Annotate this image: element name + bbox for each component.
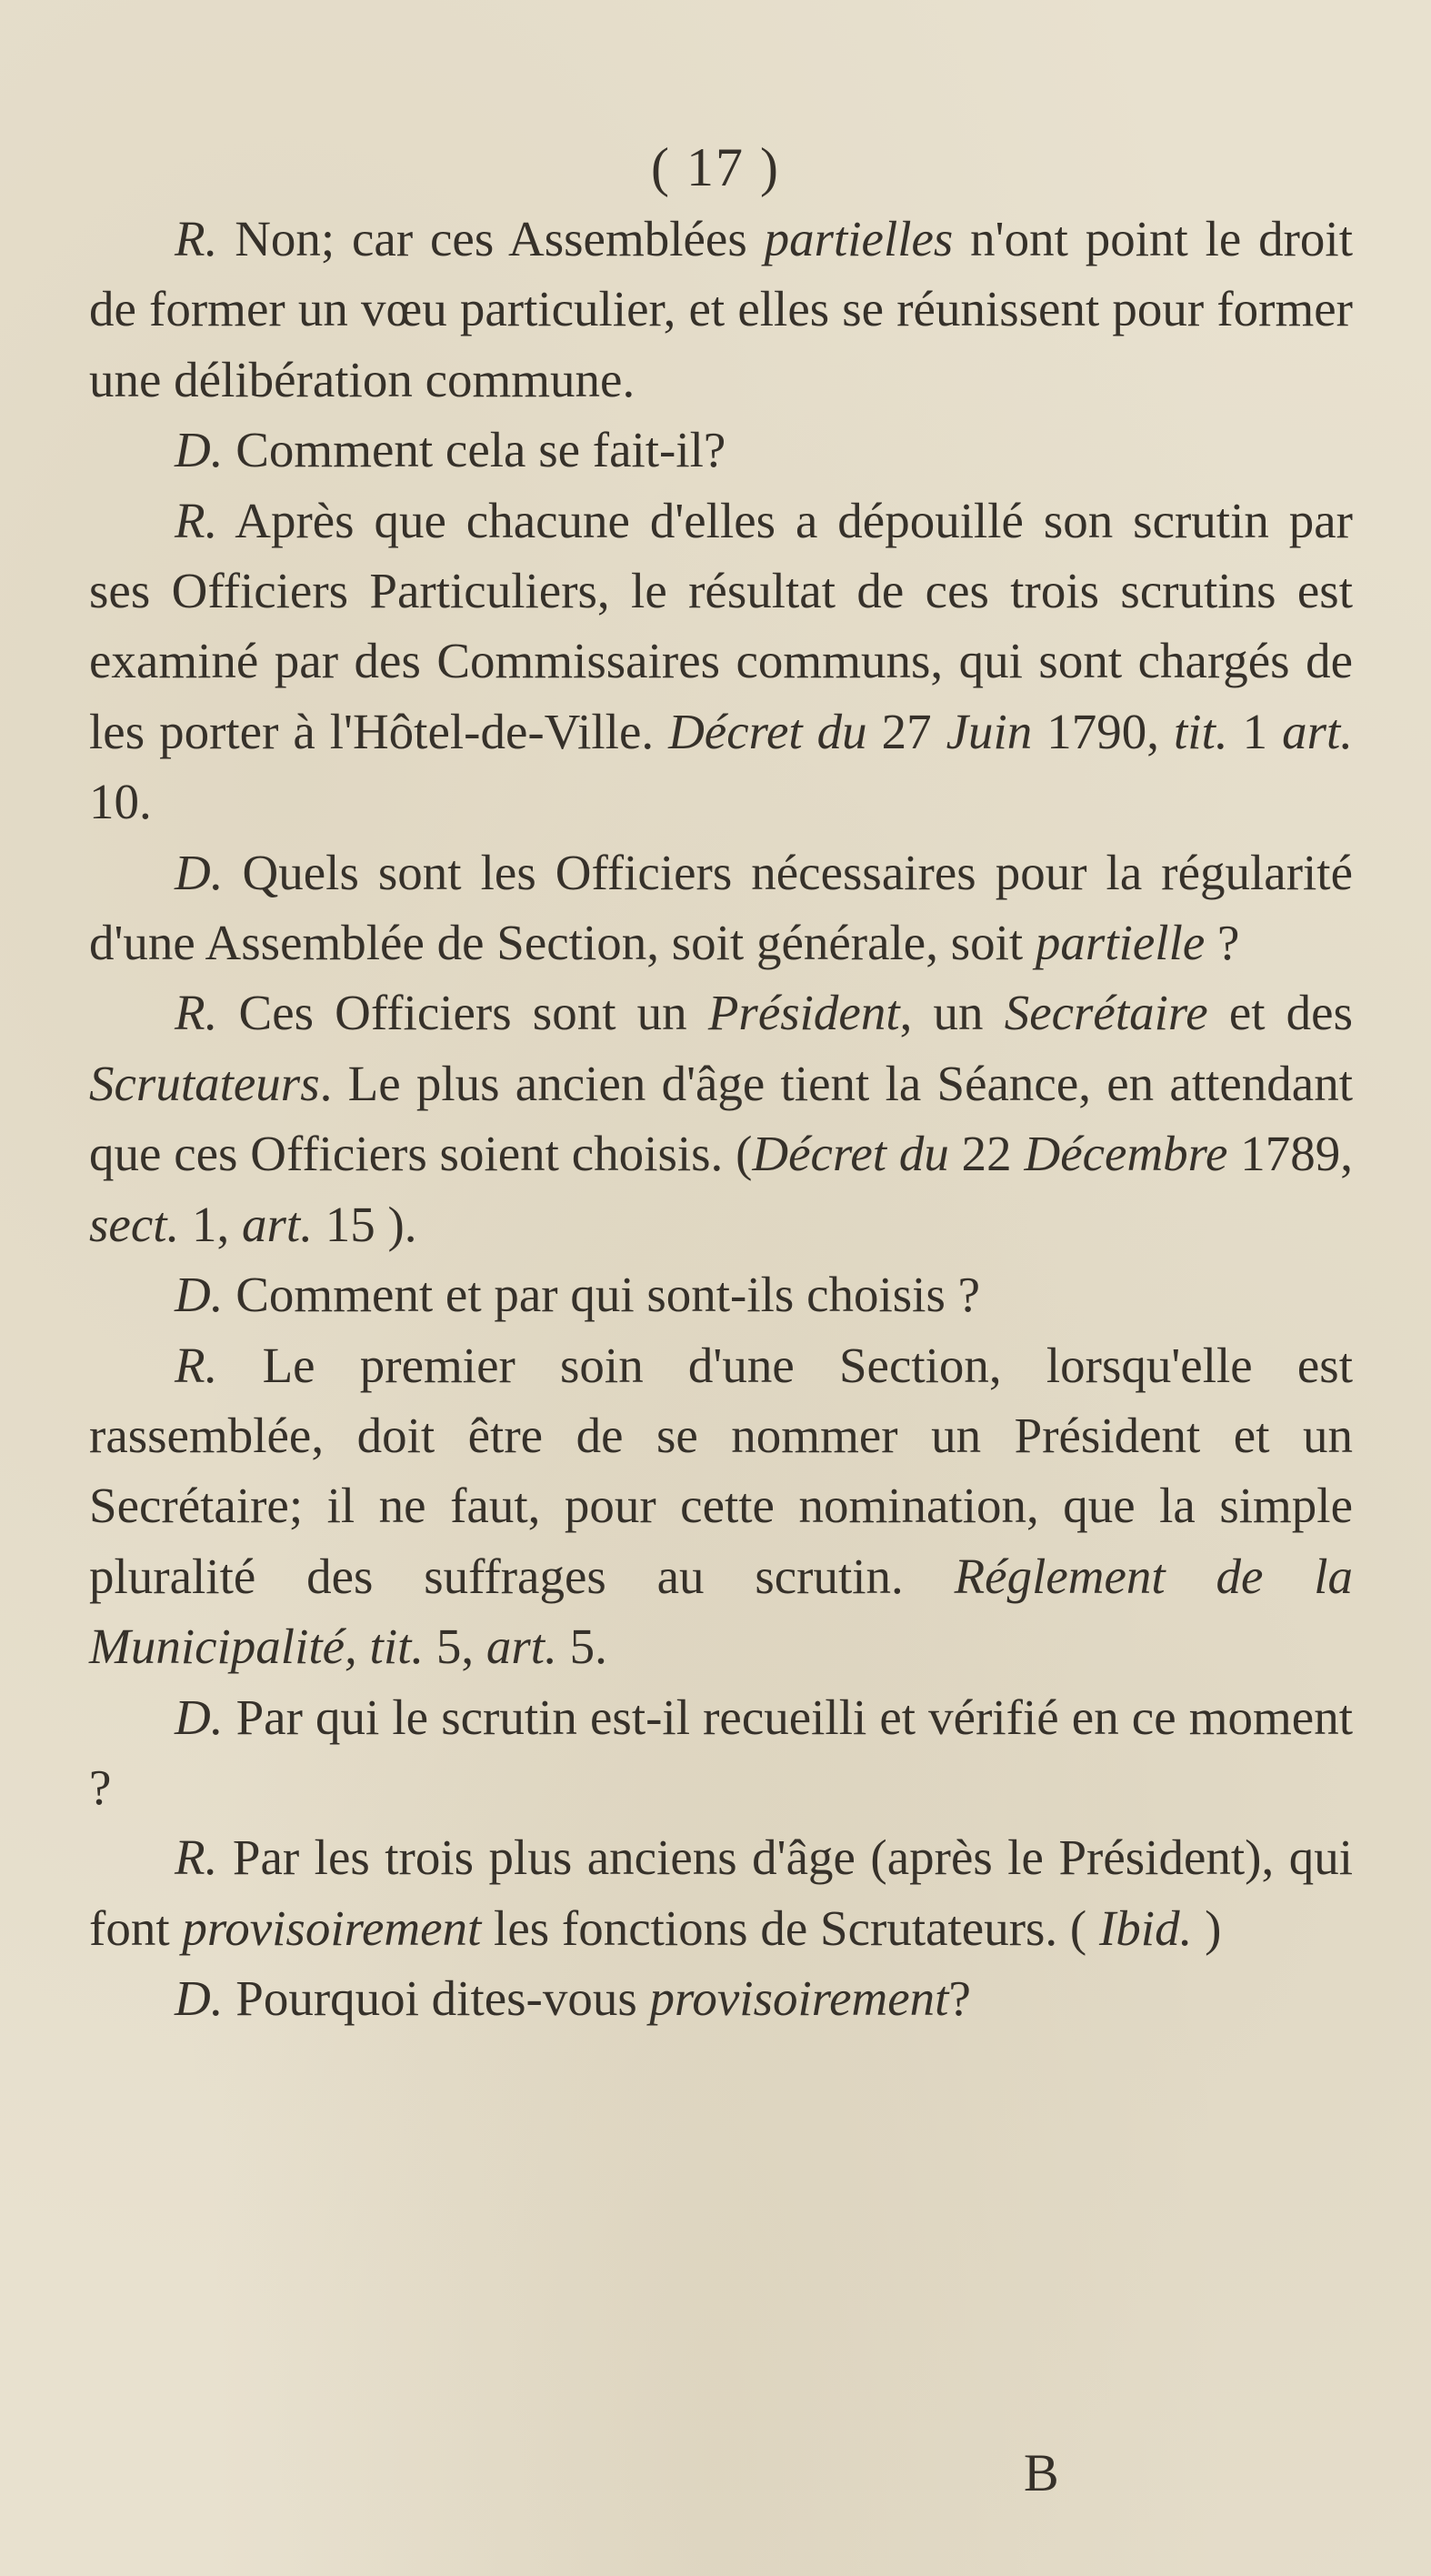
speaker-label: R. <box>175 985 218 1041</box>
text-run: et des <box>1207 985 1353 1041</box>
text-run-italic: tit. <box>1174 703 1228 759</box>
text-run-italic: Décret du <box>752 1126 949 1182</box>
text-run: 1, <box>179 1196 243 1252</box>
page-number: ( 17 ) <box>651 137 780 197</box>
text-run-italic: Secrétaire <box>1004 985 1208 1041</box>
text-run: Pourquoi dites-vous <box>223 1970 650 2027</box>
speaker-label: R. <box>175 492 218 548</box>
text-run: 10. <box>89 774 152 830</box>
text-run: Après que chacune d'elles a dépouillé son scrutin par ses Officiers Particuliers, le résultat de ces trois scrutins est examiné par des Commissaires communs, qui sont chargés de les porter à l'Hôtel-de-Ville. <box>89 492 1353 759</box>
speaker-label: R. <box>175 211 218 266</box>
text-run-italic: partielles <box>764 211 954 266</box>
signature-mark: B <box>1024 2443 1059 2502</box>
text-run: Non; car ces Assemblées <box>217 211 765 266</box>
text-run: 5, <box>424 1619 486 1675</box>
text-run: ? <box>948 1970 971 2027</box>
speaker-label: D. <box>175 1689 224 1745</box>
text-run: n'ont point le droit de former un vœu particulier, et elles se réunissent pour former une délibération commune. <box>89 211 1353 407</box>
text-run-italic: Décret du <box>668 703 867 759</box>
text-run: . Le plus ancien d'âge tient la Séance, en attendant que ces Officiers soient choisis. ( <box>89 1055 1353 1182</box>
text-run: Comment et par qui sont-ils choisis ? <box>223 1267 981 1323</box>
text-run: 5. <box>556 1619 607 1675</box>
paragraph-question <box>89 1963 1353 2033</box>
text-run: 1790, <box>1032 703 1175 759</box>
text-run: Par les trois plus anciens d'âge (après le Président), qui font <box>89 1829 1353 1956</box>
paragraph-answer <box>89 486 1353 837</box>
text-run: Comment cela se fait-il? <box>223 422 726 478</box>
text-run-italic: Réglement de la Municipalité, tit. <box>89 1548 1354 1675</box>
speaker-label: D. <box>175 844 224 900</box>
paragraph-question <box>89 415 1353 485</box>
text-run-italic: Président <box>707 985 900 1041</box>
paragraph-answer <box>89 1822 1353 1963</box>
paragraph-question <box>89 1682 1353 1823</box>
speaker-label: D. <box>175 1970 224 2027</box>
text-run: Par qui le scrutin est-il recueilli et vérifié en ce moment ? <box>89 1689 1353 1815</box>
text-run: 15 ). <box>312 1196 417 1252</box>
text-run-italic: art. <box>1282 703 1353 759</box>
text-run-italic: Juin <box>946 703 1033 759</box>
text-run: Quels sont les Officiers nécessaires pour la régularité d'une Assemblée de Section, soit générale, soit <box>89 844 1353 971</box>
text-run: 1 <box>1227 703 1283 759</box>
text-run: , un <box>899 985 1005 1041</box>
paragraph-answer <box>89 977 1353 1259</box>
text-run: les fonctions de Scrutateurs. ( <box>481 1899 1099 1956</box>
speaker-label: R. <box>175 1829 218 1886</box>
text-run: 22 <box>948 1126 1025 1182</box>
text-run-italic: art. <box>485 1619 557 1675</box>
text-run: ) <box>1192 1899 1222 1956</box>
text-run-italic: Scrutateurs <box>89 1055 320 1111</box>
speaker-label: R. <box>175 1337 218 1393</box>
text-run-italic: provisoirement <box>182 1899 482 1956</box>
paragraph-question <box>89 1259 1353 1329</box>
speaker-label: D. <box>175 422 224 478</box>
text-run-italic: Ibid. <box>1098 1899 1193 1956</box>
speaker-label: D. <box>175 1267 224 1323</box>
text-run: 1789, <box>1227 1126 1354 1182</box>
text-run-italic: partielle <box>1035 915 1206 971</box>
text-run-italic: provisoirement <box>649 1970 949 2027</box>
text-run-italic: Décembre <box>1024 1126 1228 1182</box>
text-run-italic: art. <box>242 1196 313 1252</box>
text-run-italic: sect. <box>89 1196 180 1252</box>
paragraph-question <box>89 837 1353 978</box>
text-run: ? <box>1205 915 1240 971</box>
paragraph-answer <box>89 204 1353 415</box>
text-run: Ces Officiers sont un <box>217 985 708 1041</box>
paragraph-answer <box>89 1330 1353 1682</box>
text-run: Le premier soin d'une Section, lorsqu'elle est rassemblée, doit être de se nommer un Président et un Secrétaire; il ne faut, pour cette nomination, que la simple pluralité des suffrages au scrutin. <box>89 1337 1353 1604</box>
text-run: 27 <box>866 703 946 759</box>
page-body-text <box>89 204 1353 2034</box>
